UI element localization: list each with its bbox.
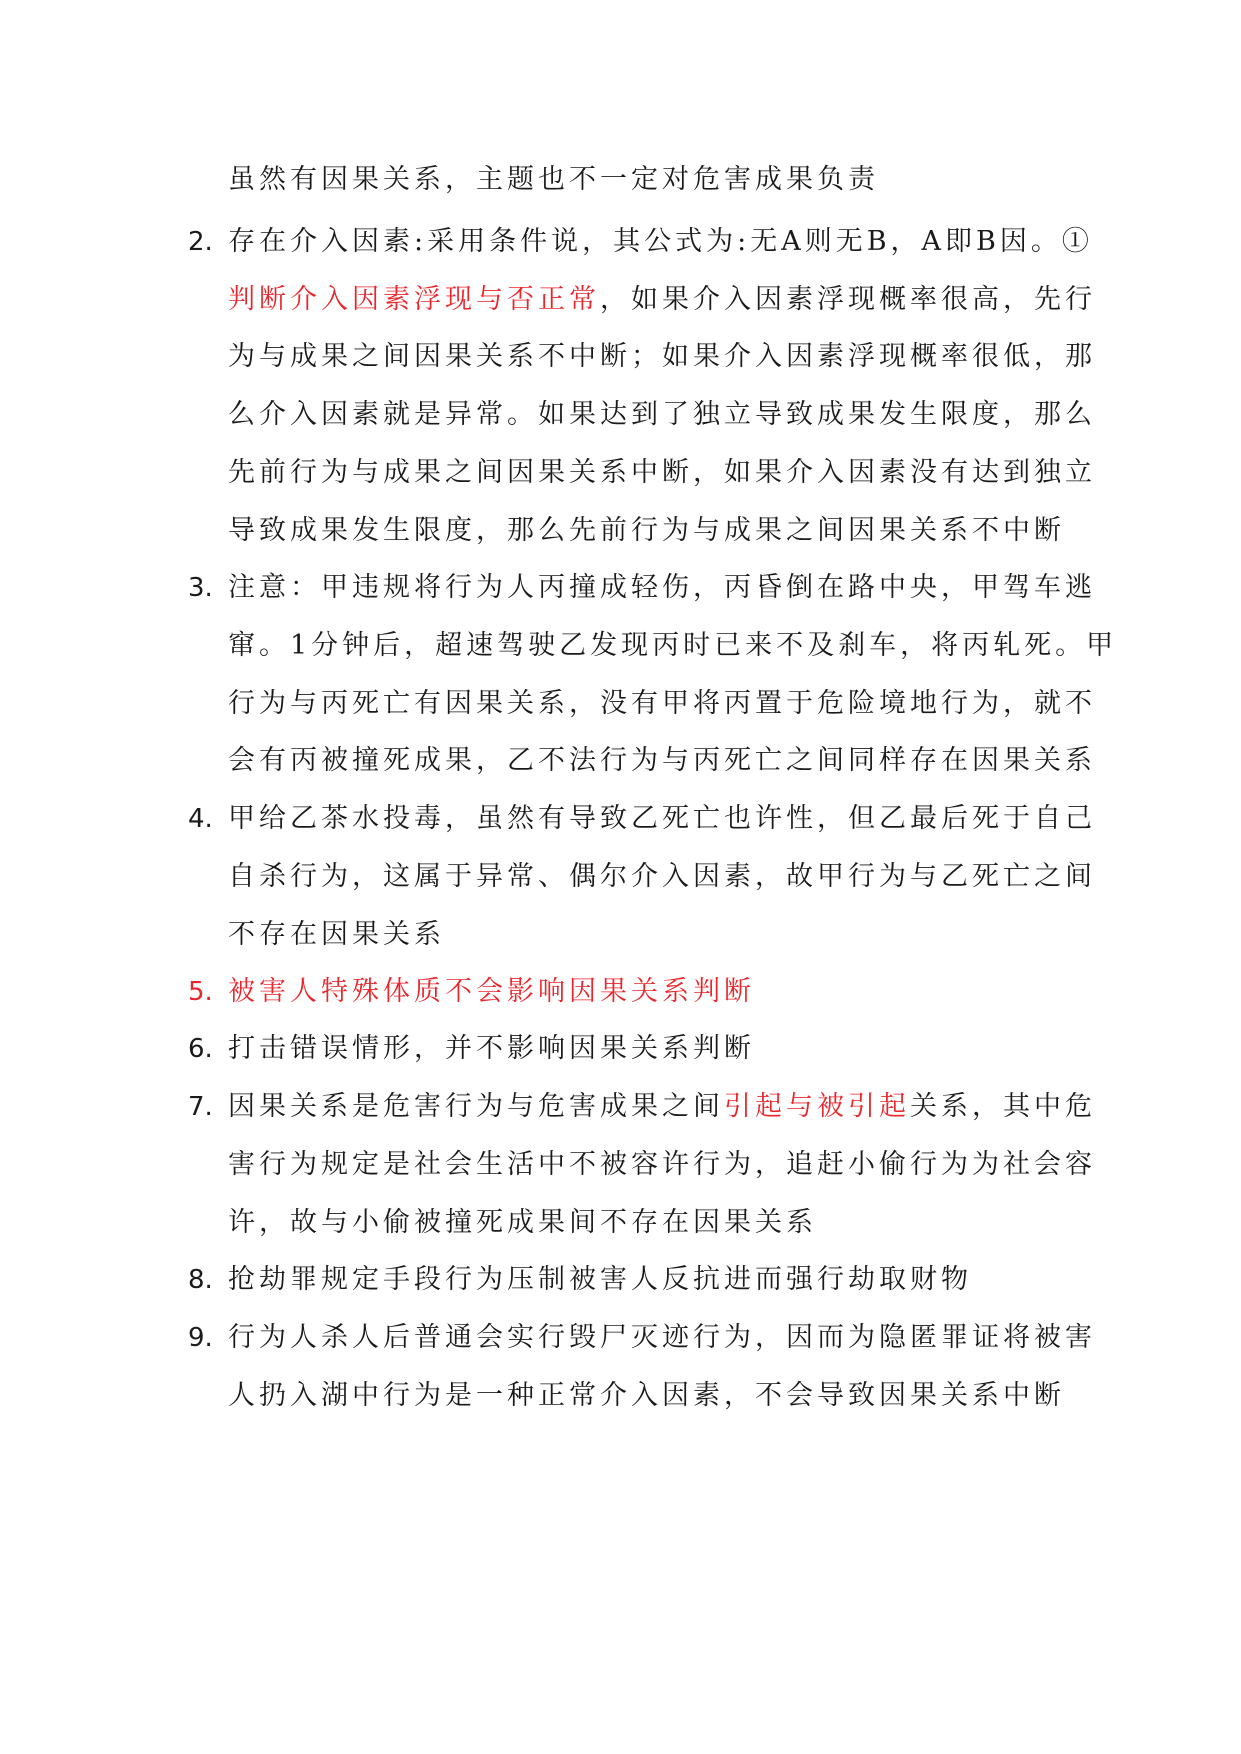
line-text: 打击错误情形，并不影响因果关系判断 — [228, 1033, 755, 1064]
line-text: 自杀行为，这属于异常、偶尔介入因素，故甲行为与乙死亡之间 — [228, 861, 1096, 892]
text-line — [0, 1133, 1241, 1197]
line-text: 为与成果之间因果关系不中断；如果介入因素浮现概率很低，那 — [228, 341, 1096, 372]
list-item-2 — [0, 210, 1241, 274]
text-line — [0, 1364, 1241, 1428]
text-line — [0, 325, 1241, 389]
line-text: 甲给乙茶水投毒，虽然有导致乙死亡也许性，但乙最后死于自己 — [228, 803, 1096, 834]
line-text: 抢劫罪规定手段行为压制被害人反抗进而强行劫取财物 — [228, 1264, 972, 1295]
line-text: 会有丙被撞死成果，乙不法行为与丙死亡之间同样存在因果关系 — [228, 745, 1096, 776]
text-line — [0, 614, 1241, 678]
list-item-5 — [0, 960, 1241, 1024]
list-number: 2. — [188, 227, 213, 257]
list-item-9 — [0, 1306, 1241, 1370]
text-line — [0, 268, 1241, 332]
text-line — [0, 903, 1241, 967]
line-text: 么介入因素就是异常。如果达到了独立导致成果发生限度，那么 — [228, 399, 1096, 430]
list-number: 9. — [188, 1323, 213, 1353]
line-text — [228, 960, 755, 1024]
line-text: 因果关系是危害行为与危害成果之间引起与被引起关系，其中危 — [228, 1091, 1096, 1122]
line-text: 存在介入因素:采用条件说，其公式为:无A则无B，A即B因。① — [228, 226, 1093, 257]
text-line — [0, 383, 1241, 447]
highlighted-text: 判断介入因素浮现与否正常 — [228, 284, 600, 315]
list-item-3 — [0, 556, 1241, 620]
line-text: 判断介入因素浮现与否正常，如果介入因素浮现概率很高，先行 — [228, 284, 1096, 315]
text-line — [0, 672, 1241, 736]
list-number: 6. — [188, 1034, 213, 1064]
list-number: 4. — [188, 804, 213, 834]
line-text: 许，故与小偷被撞死成果间不存在因果关系 — [228, 1207, 817, 1238]
list-item-6 — [0, 1017, 1241, 1081]
line-text: 先前行为与成果之间因果关系中断，如果介入因素没有达到独立 — [228, 457, 1096, 488]
highlighted-text: 被害人特殊体质不会影响因果关系判断 — [228, 976, 755, 1007]
line-text: 害行为规定是社会生活中不被容许行为，追赶小偷行为为社会容 — [228, 1149, 1096, 1180]
text-line — [0, 1191, 1241, 1255]
highlighted-text: 引起与被引起 — [724, 1091, 910, 1122]
text-line — [0, 729, 1241, 793]
text-line — [0, 845, 1241, 909]
line-text: 注意：甲违规将行为人丙撞成轻伤，丙昏倒在路中央，甲驾车逃 — [228, 572, 1096, 603]
list-number: 8. — [188, 1265, 213, 1295]
list-item-4 — [0, 787, 1241, 851]
line-text: 行为人杀人后普通会实行毁尸灭迹行为，因而为隐匿罪证将被害 — [228, 1322, 1096, 1353]
line-text: 窜。1分钟后，超速驾驶乙发现丙时已来不及刹车，将丙轧死。甲 — [228, 630, 1118, 661]
line-text: 人扔入湖中行为是一种正常介入因素，不会导致因果关系中断 — [228, 1380, 1065, 1411]
line-text: 不存在因果关系 — [228, 919, 445, 950]
line-text: 行为与丙死亡有因果关系，没有甲将丙置于危险境地行为，就不 — [228, 688, 1096, 719]
line-text: 虽然有因果关系，主题也不一定对危害成果负责 — [228, 164, 879, 195]
list-item-8 — [0, 1248, 1241, 1312]
line-text: 导致成果发生限度，那么先前行为与成果之间因果关系不中断 — [228, 515, 1065, 546]
list-item-7 — [0, 1075, 1241, 1139]
text-line — [0, 499, 1241, 563]
list-number: 7. — [188, 1092, 213, 1122]
text-line — [0, 441, 1241, 505]
list-number: 3. — [188, 573, 213, 603]
list-number: 5. — [188, 977, 213, 1007]
text-line — [0, 148, 1241, 212]
